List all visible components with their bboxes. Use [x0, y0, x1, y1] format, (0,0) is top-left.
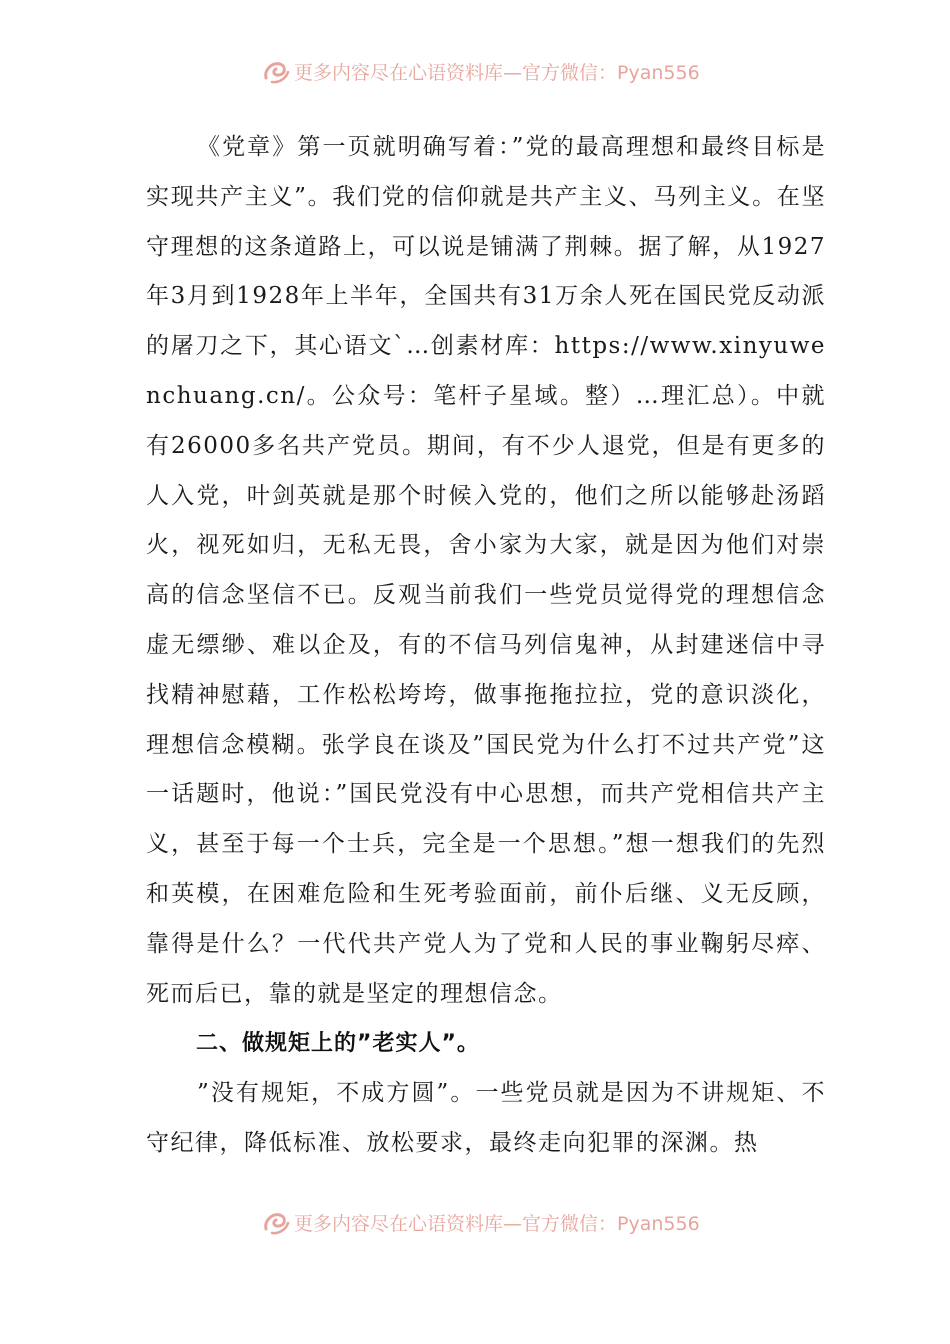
footer-watermark: [262, 1207, 742, 1237]
body-paragraph-2: ”没有规矩，不成方圆”。一些党员就是因为不讲规矩、不守纪律，降低标准、放松要求，最终走向犯罪的深渊。热: [146, 1080, 826, 1156]
watermark-text: 更多内容尽在心语资料库—官方微信：Pyan556: [294, 1212, 700, 1235]
header-watermark: [262, 56, 742, 86]
watermark-text: 更多内容尽在心语资料库—官方微信：Pyan556: [294, 61, 700, 84]
section-heading-2: 二、做规矩上的”老实人”。: [196, 1031, 480, 1057]
swirl-logo-icon: [262, 58, 290, 84]
body-paragraph-1: 《党章》第一页就明确写着：”党的最高理想和最终目标是实现共产主义”。我们党的信仰就是共产主义、马列主义。在坚守理想的这条道路上，可以说是铺满了荆棘。据了解，从1927年3月到1928年上半年，全国共有31万余人死在国民党反动派的屠刀之下，其心语文`…创素材库：https://www.xinyuwenchuang.cn/。公众号：笔杆子星域。整）…理汇总）。中就有26000多名共产党员。期间，有不少人退党，但是有更多的人入党，叶剑英就是那个时候入党的，他们之所以能够赴汤蹈火，视死如归，无私无畏，舍小家为大家，就是因为他们对崇高的信念坚信不已。反观当前我们一些党员觉得党的理想信念虚无缥缈、难以企及，有的不信马列信鬼神，从封建迷信中寻找精神慰藉，工作松松垮垮，做事拖拖拉拉，党的意识淡化，理想信念模糊。张学良在谈及”国民党为什么打不过共产党”这一话题时，他说：”国民党没有中心思想，而共产党相信共产主义，甚至于每一个士兵，完全是一个思想。”想一想我们的先烈和英模，在困难危险和生死考验面前，前仆后继、义无反顾，靠得是什么？一代代共产党人为了党和人民的事业鞠躬尽瘁、死而后已，靠的就是坚定的理想信念。: [146, 134, 826, 1007]
swirl-logo-icon: [262, 1209, 290, 1235]
document-body: [146, 123, 826, 1169]
